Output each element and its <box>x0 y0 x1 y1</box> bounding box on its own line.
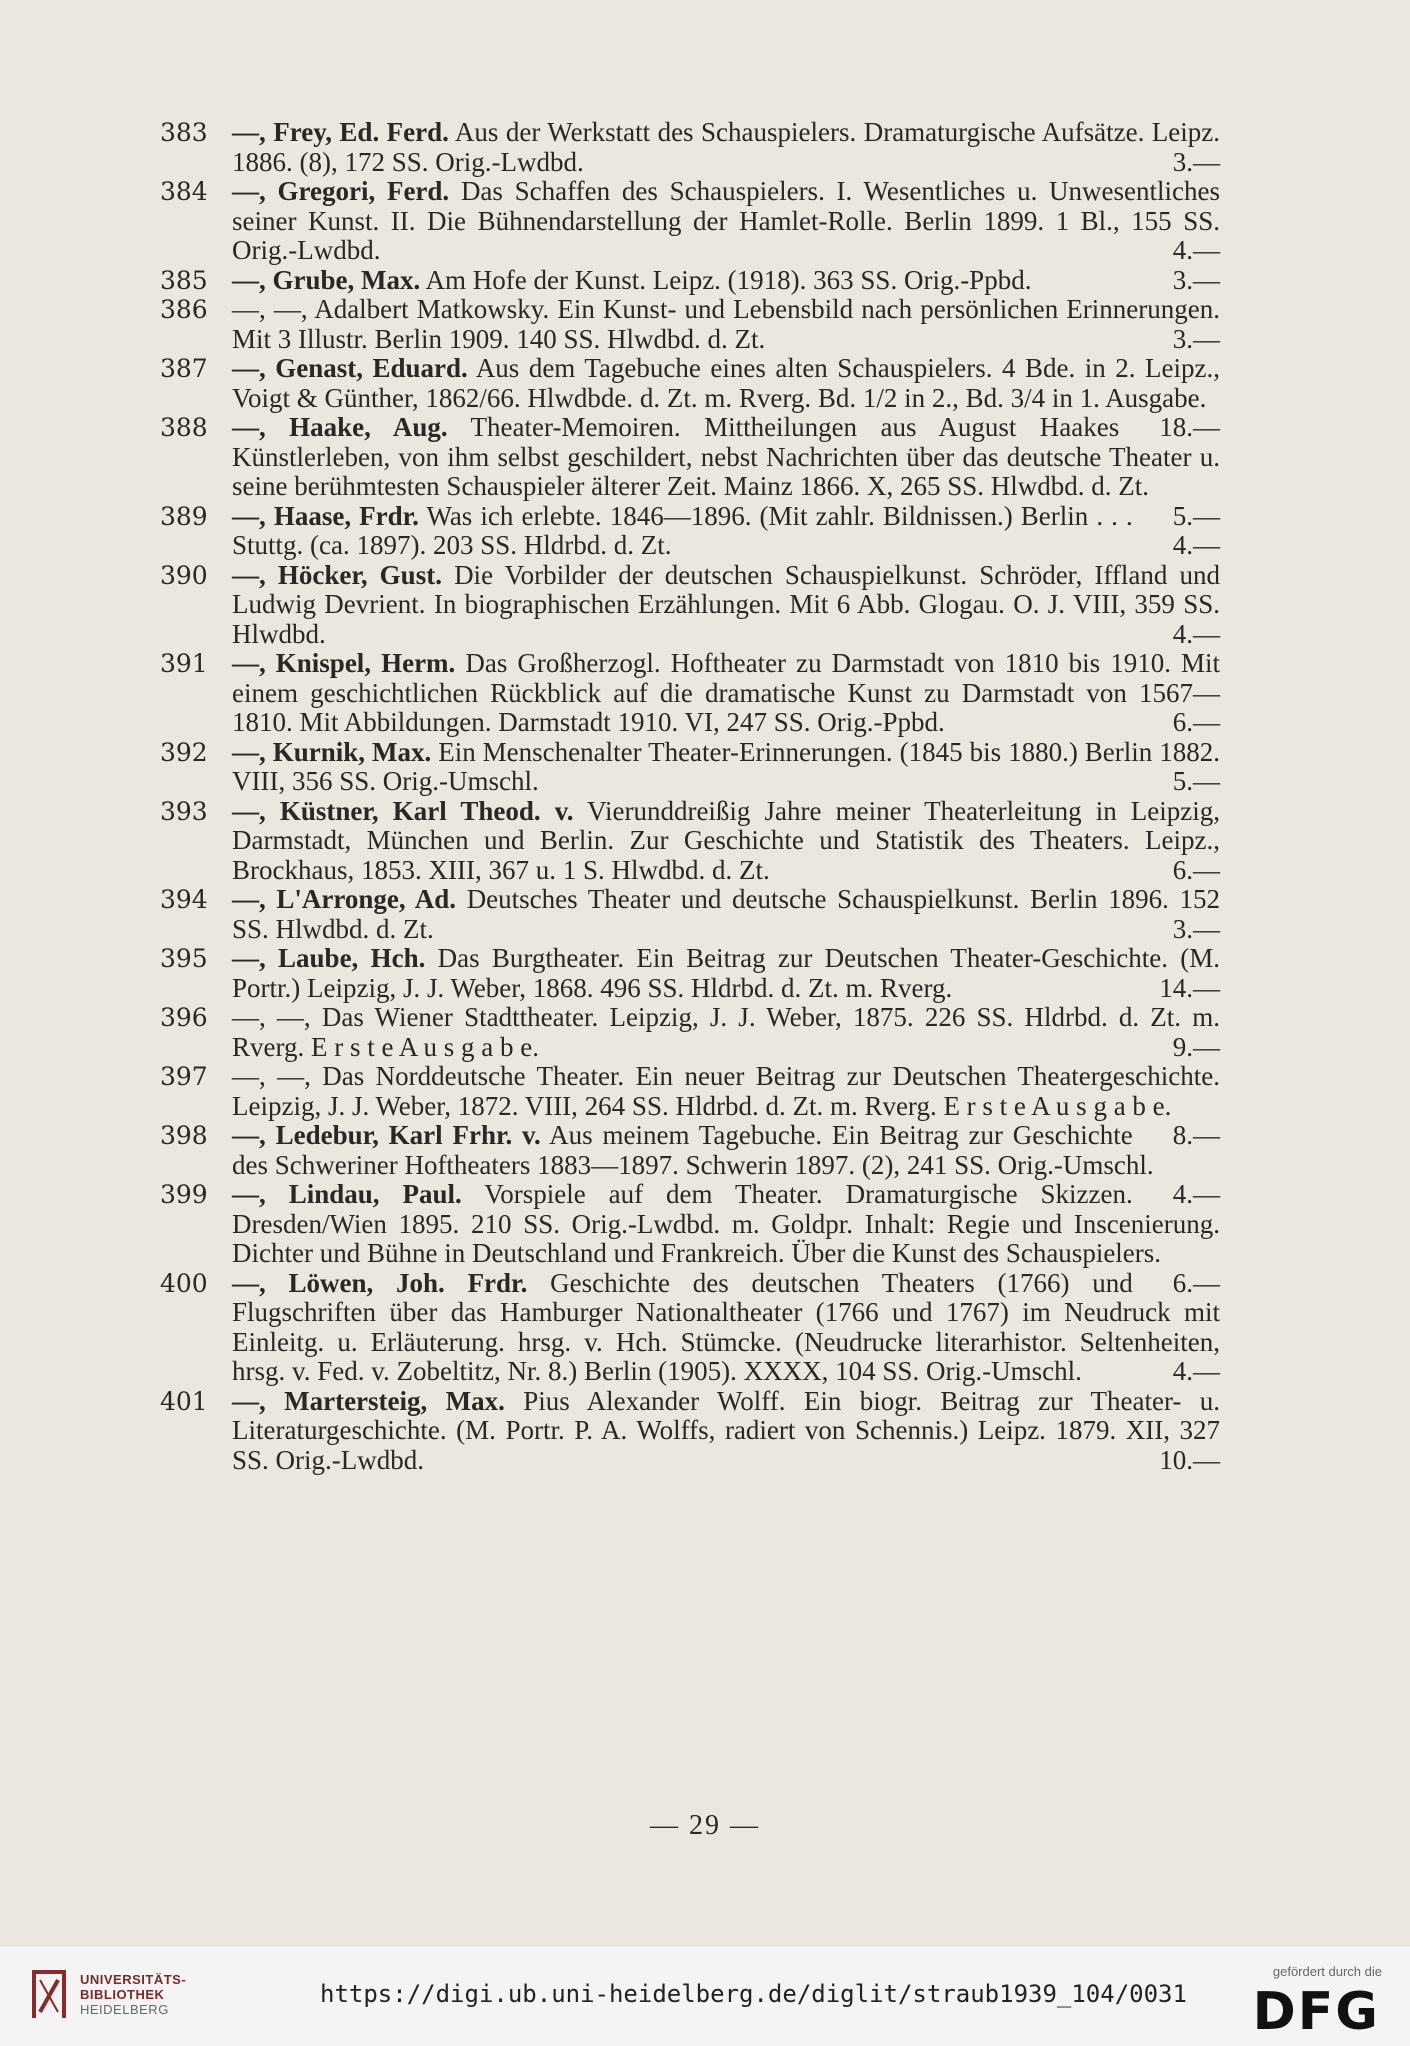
entry-text <box>232 649 1220 738</box>
dfg-logo[interactable]: DFG <box>1252 1982 1380 2042</box>
entry-description: Pius Alexander Wolff. Ein biogr. Beitrag zur Theater- u. Literaturgeschichte. (M. Portr. P. A. Wolffs, radiert von Schennis.) Leipz. 1879. XII, 327 SS. Orig.-Lwdbd. <box>232 1385 1220 1475</box>
entry-description: Aus dem Tagebuche eines alten Schauspielers. 4 Bde. in 2. Leipz., Voigt & Günther, 1862/66. Hlwdbde. d. Zt. m. Rverg. Bd. 1/2 in 2., Bd. 3/4 in 1. Ausgabe. <box>232 353 1220 413</box>
entry-description: Die Vorbilder der deutschen Schauspielkunst. Schröder, Iffland und Ludwig Devrient. In biographischen Erzählungen. Mit 6 Abb. Glogau. O. J. VIII, 359 SS. Hlwdbd. <box>232 559 1221 649</box>
entry-text <box>232 266 1220 296</box>
library-emblem-icon <box>28 1966 72 2022</box>
library-name-line1: UNIVERSITÄTS- <box>80 1972 187 1987</box>
entry-text <box>232 561 1220 650</box>
entry-price: 4.— <box>1172 1179 1220 1209</box>
entry-number: 391 <box>160 649 208 678</box>
entry-number: 397 <box>160 1062 208 1091</box>
funder-label: gefördert durch die <box>1272 1964 1382 1979</box>
entry-price: 9.— <box>1172 1031 1220 1062</box>
entry-price: 18.— <box>1159 412 1220 442</box>
entry-text <box>232 1269 1220 1387</box>
catalog-entry <box>160 561 1220 650</box>
entry-author: —, Löwen, Joh. Frdr. <box>232 1267 528 1298</box>
entry-description: Das Schaffen des Schauspielers. I. Wesentliches u. Unwesentliches seiner Kunst. II. Die Bühnendarstellung der Hamlet-Rolle. Berlin 1899. 1 Bl., 155 SS. Orig.-Lwdbd. <box>232 176 1221 265</box>
catalog-entry <box>160 797 1220 886</box>
entry-price: 8.— <box>1172 1120 1220 1150</box>
entry-description: Theater-Memoiren. Mittheilungen aus August Haakes Künstlerleben, von ihm selbst geschildert, nebst Nachrichten über das deutsche Theater u. seine berühmtesten Schauspieler älterer Zeit. Mainz 1866. X, 265 SS. Hlwdbd. d. Zt. <box>232 412 1220 501</box>
entry-number: 393 <box>160 796 208 826</box>
entry-text <box>232 502 1220 561</box>
entry-price: 3.— <box>1172 323 1220 354</box>
entry-number: 384 <box>160 177 208 206</box>
entry-description: Am Hofe der Kunst. Leipz. (1918). 363 SS. Orig.-Ppbd. <box>425 264 1032 295</box>
entry-description: Das Burgtheater. Ein Beitrag zur Deutschen Theater-Geschichte. (M. Portr.) Leipzig, J. J. Weber, 1868. 496 SS. Hldrbd. d. Zt. m. Rverg. <box>232 943 1221 1003</box>
library-name <box>80 1972 186 2017</box>
entry-text <box>232 177 1220 266</box>
entry-number: 387 <box>160 354 208 383</box>
entry-author: —, Knispel, Herm. <box>232 648 456 678</box>
entry-description: Vorspiele auf dem Theater. Dramaturgische Skizzen. Dresden/Wien 1895. 210 SS. Orig.-Lwdbd. m. Goldpr. Inhalt: Regie und Inscenierung. Dichter und Bühne in Deutschland und Frankreich. Über die Kunst des Schauspielers. <box>232 1179 1220 1268</box>
entry-text <box>232 944 1220 1003</box>
entry-description: Das Großherzogl. Hoftheater zu Darmstadt von 1810 bis 1910. Mit einem geschichtlichen Rückblick auf die dramatische Kunst zu Darmstadt von 1567—1810. Mit Abbildungen. Darmstadt 1910. VI, 247 SS. Orig.-Ppbd. <box>232 648 1220 737</box>
library-logo[interactable] <box>28 1964 188 2028</box>
entry-author: —, Ledebur, Karl Frhr. v. <box>232 1120 541 1150</box>
entry-number: 388 <box>160 413 208 442</box>
entry-author: —, Genast, Eduard. <box>232 353 468 383</box>
entry-description: Aus der Werkstatt des Schauspielers. Dramaturgische Aufsätze. Leipz. 1886. (8), 172 SS. Orig.-Lwdbd. <box>232 117 1220 177</box>
entry-price: 4.— <box>1172 1356 1220 1386</box>
entry-price: 3.— <box>1172 264 1220 295</box>
entry-price: 4.— <box>1172 530 1220 560</box>
entry-number: 396 <box>160 1003 208 1032</box>
entry-price: 3.— <box>1172 146 1220 177</box>
entry-price: 4.— <box>1172 235 1220 265</box>
catalog-entry <box>160 885 1220 944</box>
entry-text <box>232 885 1220 944</box>
entry-number: 392 <box>160 737 208 767</box>
catalog-entry <box>160 649 1220 738</box>
entry-price: 5.— <box>1172 500 1220 531</box>
entry-author: —, Grube, Max. <box>232 264 421 295</box>
entry-author: —, Martersteig, Max. <box>232 1385 505 1416</box>
entry-author: —, Lindau, Paul. <box>232 1179 462 1209</box>
entry-description: Deutsches Theater und deutsche Schauspielkunst. Berlin 1896. 152 SS. Hlwdbd. d. Zt. <box>232 884 1220 944</box>
entry-description: Was ich erlebte. 1846—1896. (Mit zahlr. Bildnissen.) Berlin . . . Stuttg. (ca. 1897). 203 SS. Hldrbd. d. Zt. <box>232 500 1133 560</box>
entry-author: —, Höcker, Gust. <box>232 559 442 590</box>
catalog-entry <box>160 295 1220 354</box>
entry-author: —, Küstner, Karl Theod. v. <box>232 795 574 826</box>
entry-author: —, L'Arronge, Ad. <box>232 884 457 914</box>
entry-price: 10.— <box>1159 1444 1220 1475</box>
entry-price: 4.— <box>1172 618 1220 649</box>
entry-description: —, —, Das Wiener Stadttheater. Leipzig, J. J. Weber, 1875. 226 SS. Hldrbd. d. Zt. m. Rverg. E r s t e A u s g a b e. <box>232 1002 1220 1062</box>
catalog-entry <box>160 1003 1220 1062</box>
entry-description: Vierunddreißig Jahre meiner Theaterleitung in Leipzig, Darmstadt, München und Berlin. Zur Geschichte und Statistik des Theaters. Leipz., Brockhaus, 1853. XIII, 367 u. 1 S. Hlwdbd. d. Zt. <box>232 795 1221 885</box>
entry-description: —, —, Das Norddeutsche Theater. Ein neuer Beitrag zur Deutschen Theatergeschichte. Leipzig, J. J. Weber, 1872. VIII, 264 SS. Hldrbd. d. Zt. m. Rverg. E r s t e A u s g a b e. <box>232 1061 1220 1121</box>
catalog-entry <box>160 1269 1220 1387</box>
catalog-entry <box>160 177 1220 266</box>
entry-text <box>232 1003 1220 1062</box>
entry-number: 398 <box>160 1121 208 1150</box>
catalog-entry <box>160 1387 1220 1476</box>
entry-text <box>232 118 1220 177</box>
viewer-footer <box>0 1945 1410 2046</box>
permalink-url[interactable]: https://digi.ub.uni-heidelberg.de/diglit/straub1939_104/0031 <box>320 1980 1187 2008</box>
entry-number: 390 <box>160 560 208 590</box>
entry-price: 6.— <box>1172 1267 1220 1298</box>
entry-number: 389 <box>160 501 208 531</box>
entry-author: —, Haake, Aug. <box>232 412 448 442</box>
catalog-entry <box>160 502 1220 561</box>
entry-number: 395 <box>160 944 208 973</box>
entry-price: 6.— <box>1172 854 1220 885</box>
entry-number: 386 <box>160 295 208 324</box>
entry-author: —, Frey, Ed. Ferd. <box>232 117 449 147</box>
page-number: — 29 — <box>650 1810 760 1841</box>
entry-text <box>232 1387 1220 1476</box>
entry-number: 400 <box>160 1268 208 1298</box>
entry-number: 401 <box>160 1386 208 1416</box>
entry-number: 399 <box>160 1180 208 1209</box>
entry-description: Geschichte des deutschen Theaters (1766) und Flugschriften über das Hamburger Nationaltheater (1766 und 1767) im Neudruck mit Einleitg. u. Erläuterung. hrsg. v. Hch. Stümcke. (Neudrucke literarhistor. Seltenheiten, hrsg. v. Fed. v. Zobeltitz, Nr. 8.) Berlin (1905). XXXX, 104 SS. Orig.-Umschl. <box>232 1267 1220 1386</box>
catalog-entry <box>160 738 1220 797</box>
entry-price: 5.— <box>1172 766 1220 796</box>
entry-text <box>232 797 1220 886</box>
entry-author: —, Kurnik, Max. <box>232 736 432 767</box>
catalog-entry <box>160 118 1220 177</box>
library-name-line3: HEIDELBERG <box>80 2002 169 2017</box>
entry-text <box>232 295 1220 354</box>
entry-number: 394 <box>160 885 208 914</box>
entry-price: 3.— <box>1172 913 1220 944</box>
entry-price: 14.— <box>1159 972 1220 1003</box>
entry-description: —, —, Adalbert Matkowsky. Ein Kunst- und Lebensbild nach persönlichen Erinnerungen. Mit 3 Illustr. Berlin 1909. 140 SS. Hlwdbd. d. Zt. <box>232 294 1220 354</box>
entry-number: 385 <box>160 265 208 295</box>
catalog-entries <box>160 118 1220 1475</box>
entry-number: 383 <box>160 118 208 147</box>
catalog-entry <box>160 266 1220 296</box>
entry-author: —, Laube, Hch. <box>232 943 426 973</box>
library-name-line2: BIBLIOTHEK <box>80 1987 165 2002</box>
entry-text <box>232 738 1220 797</box>
entry-price: 6.— <box>1172 707 1220 737</box>
catalog-entry <box>160 944 1220 1003</box>
entry-author: —, Gregori, Ferd. <box>232 176 450 206</box>
entry-description: Ein Menschenalter Theater-Erinnerungen. (1845 bis 1880.) Berlin 1882. VIII, 356 SS. Orig.-Umschl. <box>232 736 1221 796</box>
entry-description: Aus meinem Tagebuche. Ein Beitrag zur Geschichte des Schweriner Hoftheaters 1883—1897. Schwerin 1897. (2), 241 SS. Orig.-Umschl. <box>232 1120 1154 1180</box>
entry-author: —, Haase, Frdr. <box>232 500 419 531</box>
